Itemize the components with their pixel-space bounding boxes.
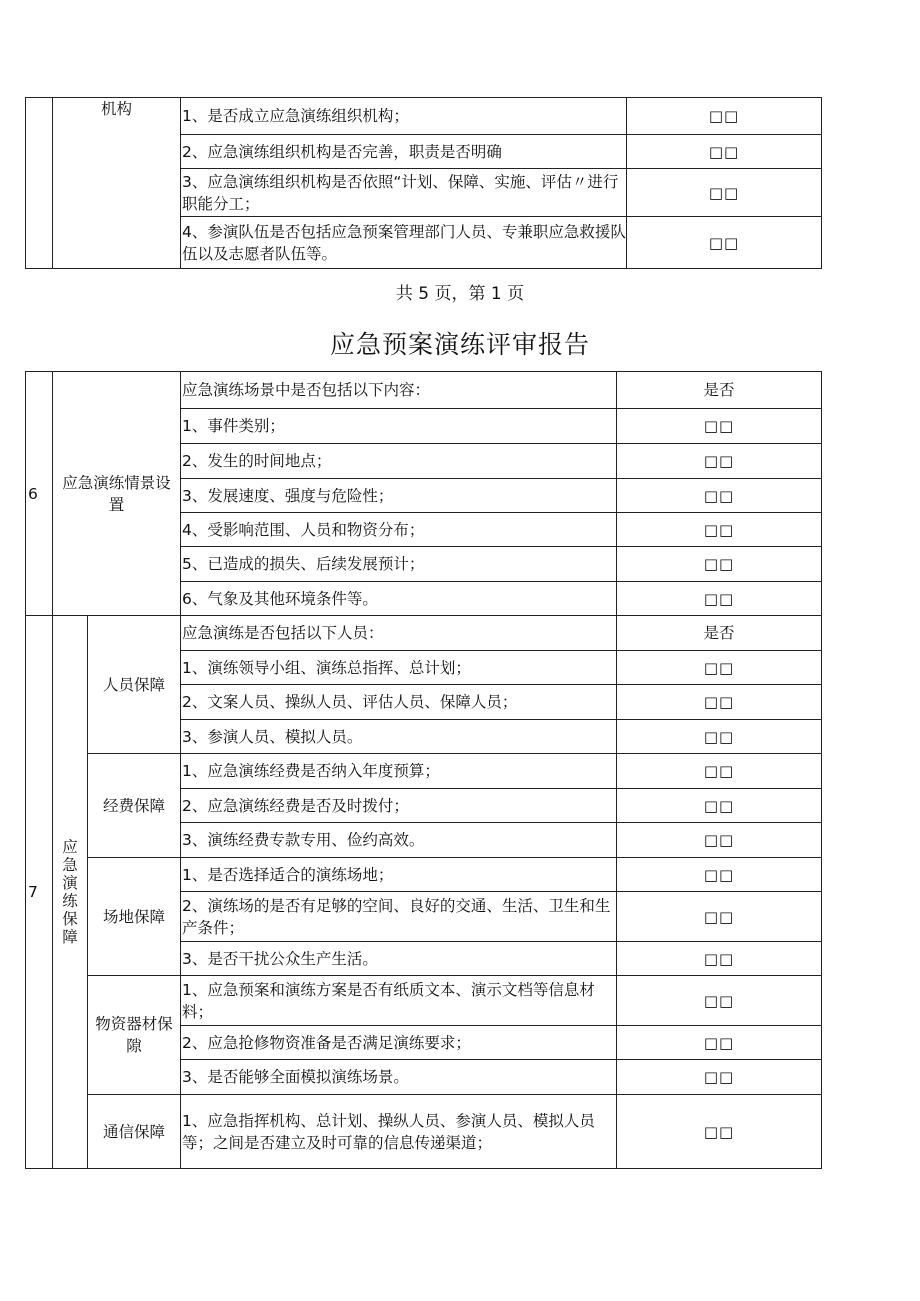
checkbox-pair[interactable]: □□ [617,547,822,582]
category-cell: 机构 [53,98,181,269]
criteria-cell: 1、是否成立应急演练组织机构； [181,98,627,135]
criteria-cell: 1、应急预案和演练方案是否有纸质文本、演示文档等信息材料； [181,976,617,1026]
criteria-cell: 4、受影响范围、人员和物资分布； [181,513,617,547]
criteria-cell: 1、演练领导小组、演练总指挥、总计划； [181,651,617,685]
criteria-cell: 1、是否选择适合的演练场地； [181,858,617,892]
document-title: 应急预案演练评审报告 [329,330,590,359]
section-category-label: 应急演练情景设置 [62,473,171,514]
checkbox-pair[interactable]: □□ [627,135,822,169]
number-cell [26,98,53,269]
criteria-cell: 3、参演人员、模拟人员。 [181,720,617,754]
checkbox-pair[interactable]: □□ [617,942,822,976]
checkbox-pair[interactable]: □□ [617,823,822,858]
section-number: 7 [26,616,53,1169]
criteria-cell: 2、文案人员、操纵人员、评估人员、保障人员； [181,685,617,720]
checkbox-pair[interactable]: □□ [617,720,822,754]
criteria-cell: 5、已造成的损失、后续发展预计； [181,547,617,582]
criteria-cell: 4、参演队伍是否包括应急预案管理部门人员、专兼职应急救援队伍以及志愿者队伍等。 [181,217,627,269]
checkbox-pair[interactable]: □□ [617,409,822,444]
subcategory-cell: 通信保障 [88,1095,181,1169]
subcategory-label: 物资器材保隙 [95,1015,173,1055]
section-category [53,616,88,1169]
criteria-cell: 3、发展速度、强度与危险性； [181,479,617,513]
checkbox-pair[interactable]: □□ [617,1095,822,1169]
criteria-intro: 应急演练是否包括以下人员： [181,616,617,651]
subcategory-cell [88,976,181,1095]
checkbox-pair[interactable]: □□ [617,892,822,942]
criteria-cell: 1、应急指挥机构、总计划、操纵人员、参演人员、模拟人员等；之间是否建立及时可靠的信息传递渠道； [181,1095,617,1169]
criteria-cell: 2、演练场的是否有足够的空间、良好的交通、生活、卫生和生产条件； [181,892,617,942]
criteria-cell: 3、是否干扰公众生产生活。 [181,942,617,976]
checkbox-pair[interactable]: □□ [617,1026,822,1060]
checkbox-pair[interactable]: □□ [617,479,822,513]
checkbox-pair[interactable]: □□ [617,754,822,789]
checkbox-pair[interactable]: □□ [617,858,822,892]
criteria-cell: 2、发生的时间地点； [181,444,617,479]
criteria-cell: 3、应急演练组织机构是否依照“计划、保障、实施、评估〃进行职能分工； [181,169,627,217]
evaluation-table [25,371,822,1169]
section-category [53,372,181,616]
checkbox-pair[interactable]: □□ [617,582,822,616]
criteria-cell: 2、应急演练组织机构是否完善，职责是否明确 [181,135,627,169]
subcategory-cell: 场地保障 [88,858,181,976]
criteria-cell: 1、事件类别； [181,409,617,444]
checkbox-pair[interactable]: □□ [617,1060,822,1095]
section-number: 6 [26,372,53,616]
result-header: 是否 [617,372,822,409]
checkbox-pair[interactable]: □□ [627,217,822,269]
checkbox-pair[interactable]: □□ [617,685,822,720]
checkbox-pair[interactable]: □□ [617,976,822,1026]
page-footer: 共 5 页，第 1 页 [395,284,525,304]
criteria-cell: 2、应急抢修物资准备是否满足演练要求； [181,1026,617,1060]
criteria-cell: 3、是否能够全面模拟演练场景。 [181,1060,617,1095]
criteria-cell: 3、演练经费专款专用、俭约高效。 [181,823,617,858]
previous-section-table [25,97,822,269]
subcategory-cell: 经费保障 [88,754,181,858]
checkbox-pair[interactable]: □□ [617,789,822,823]
checkbox-pair[interactable]: □□ [617,444,822,479]
checkbox-pair[interactable]: □□ [617,651,822,685]
criteria-cell: 2、应急演练经费是否及时拨付； [181,789,617,823]
checkbox-pair[interactable]: □□ [627,98,822,135]
criteria-cell: 6、气象及其他环境条件等。 [181,582,617,616]
checkbox-pair[interactable]: □□ [617,513,822,547]
criteria-cell: 1、应急演练经费是否纳入年度预算； [181,754,617,789]
result-header: 是否 [617,616,822,651]
criteria-intro: 应急演练场景中是否包括以下内容： [181,372,617,409]
subcategory-cell: 人员保障 [88,616,181,754]
checkbox-pair[interactable]: □□ [627,169,822,217]
section-category-label: 应急演练保障 [62,838,78,946]
